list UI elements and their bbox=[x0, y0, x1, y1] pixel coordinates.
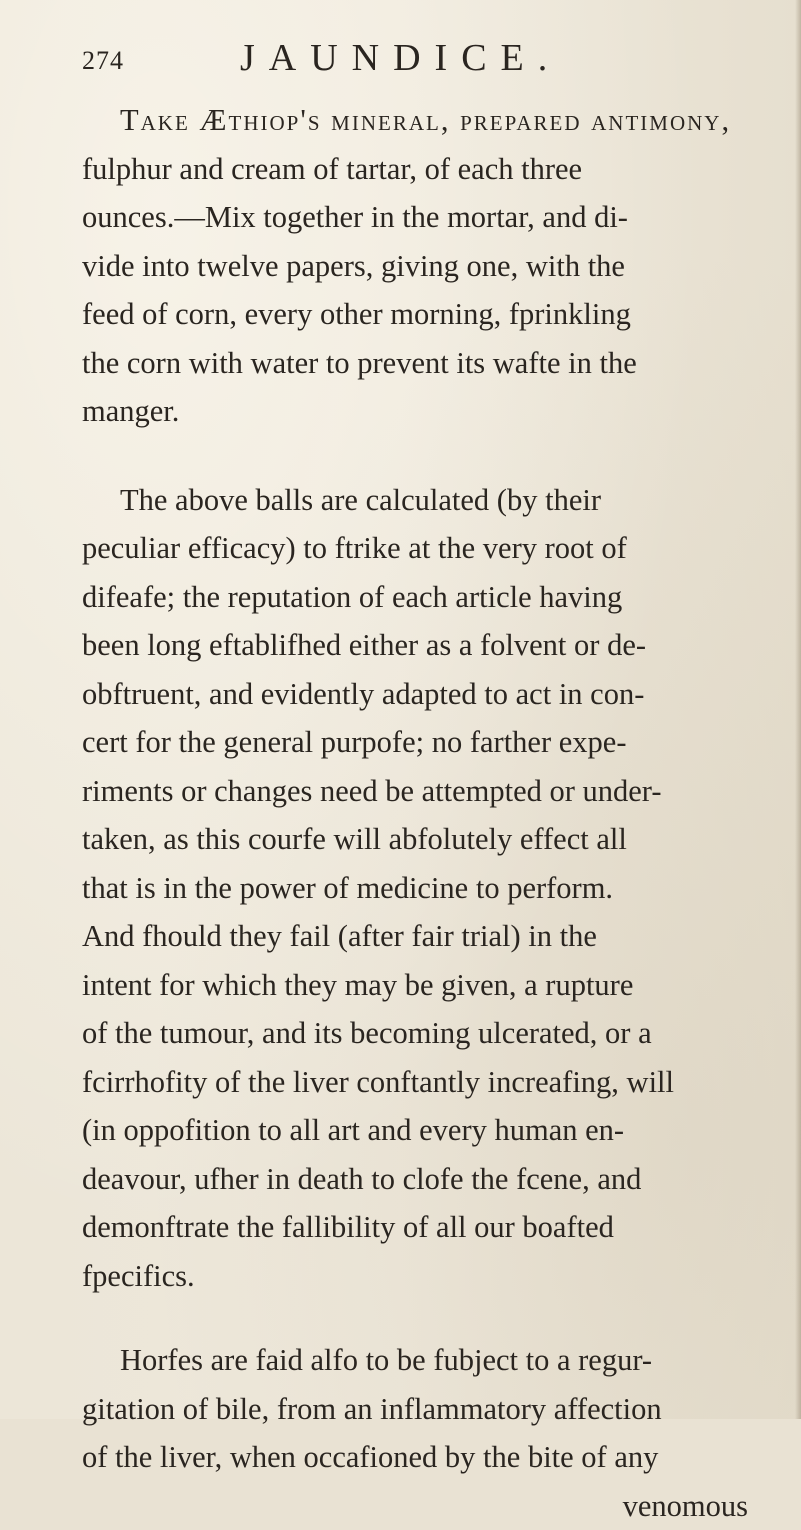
text-line: of the liver, when occafioned by the bite of any bbox=[82, 1433, 760, 1482]
text-line: intent for which they may be given, a rupture bbox=[82, 961, 760, 1010]
page-number: 274 bbox=[82, 46, 124, 76]
text-line: vide into twelve papers, giving one, with the bbox=[82, 242, 760, 291]
page-edge-shadow bbox=[795, 0, 801, 1419]
text-line: peculiar efficacy) to ftrike at the very root of bbox=[82, 524, 760, 573]
text-line: The above balls are calculated (by their bbox=[82, 476, 760, 525]
text-line: been long eftablifhed either as a folvent or de- bbox=[82, 621, 760, 670]
paragraph-balls bbox=[82, 476, 760, 1301]
paragraph-bile bbox=[82, 1336, 760, 1530]
text-line: feed of corn, every other morning, fprinkling bbox=[82, 290, 760, 339]
text-line: of the tumour, and its becoming ulcerated, or a bbox=[82, 1009, 760, 1058]
running-head: JAUNDICE. bbox=[240, 36, 561, 80]
text-line: riments or changes need be attempted or under- bbox=[82, 767, 760, 816]
text-line: difeafe; the reputation of each article having bbox=[82, 573, 760, 622]
text-line: taken, as this courfe will abfolutely effect all bbox=[82, 815, 760, 864]
catchword: venomous bbox=[82, 1482, 760, 1530]
text-line: gitation of bile, from an inflammatory affection bbox=[82, 1385, 760, 1434]
text-line: (in oppofition to all art and every human en- bbox=[82, 1106, 760, 1155]
text-line bbox=[82, 96, 760, 145]
text-line: Horfes are faid alfo to be fubject to a regur- bbox=[82, 1336, 760, 1385]
text-line: fpecifics. bbox=[82, 1252, 760, 1301]
text-line: fulphur and cream of tartar, of each three bbox=[82, 145, 760, 194]
text-line: demonftrate the fallibility of all our boafted bbox=[82, 1203, 760, 1252]
text-line: deavour, ufher in death to clofe the fcene, and bbox=[82, 1155, 760, 1204]
text-line: obftruent, and evidently adapted to act in con- bbox=[82, 670, 760, 719]
text-line: cert for the general purpofe; no farther expe- bbox=[82, 718, 760, 767]
text-line: And fhould they fail (after fair trial) in the bbox=[82, 912, 760, 961]
text-line: that is in the power of medicine to perform. bbox=[82, 864, 760, 913]
text-line: manger. bbox=[82, 387, 760, 436]
text-line: fcirrhofity of the liver conftantly increafing, will bbox=[82, 1058, 760, 1107]
body-text bbox=[82, 96, 760, 1530]
text-line: the corn with water to prevent its wafte in the bbox=[82, 339, 760, 388]
paragraph-recipe bbox=[82, 96, 760, 436]
page-header bbox=[82, 36, 722, 86]
text-line-content: Take Æthiop's mineral, prepared antimony, bbox=[120, 103, 731, 137]
text-line: ounces.—Mix together in the mortar, and di- bbox=[82, 193, 760, 242]
